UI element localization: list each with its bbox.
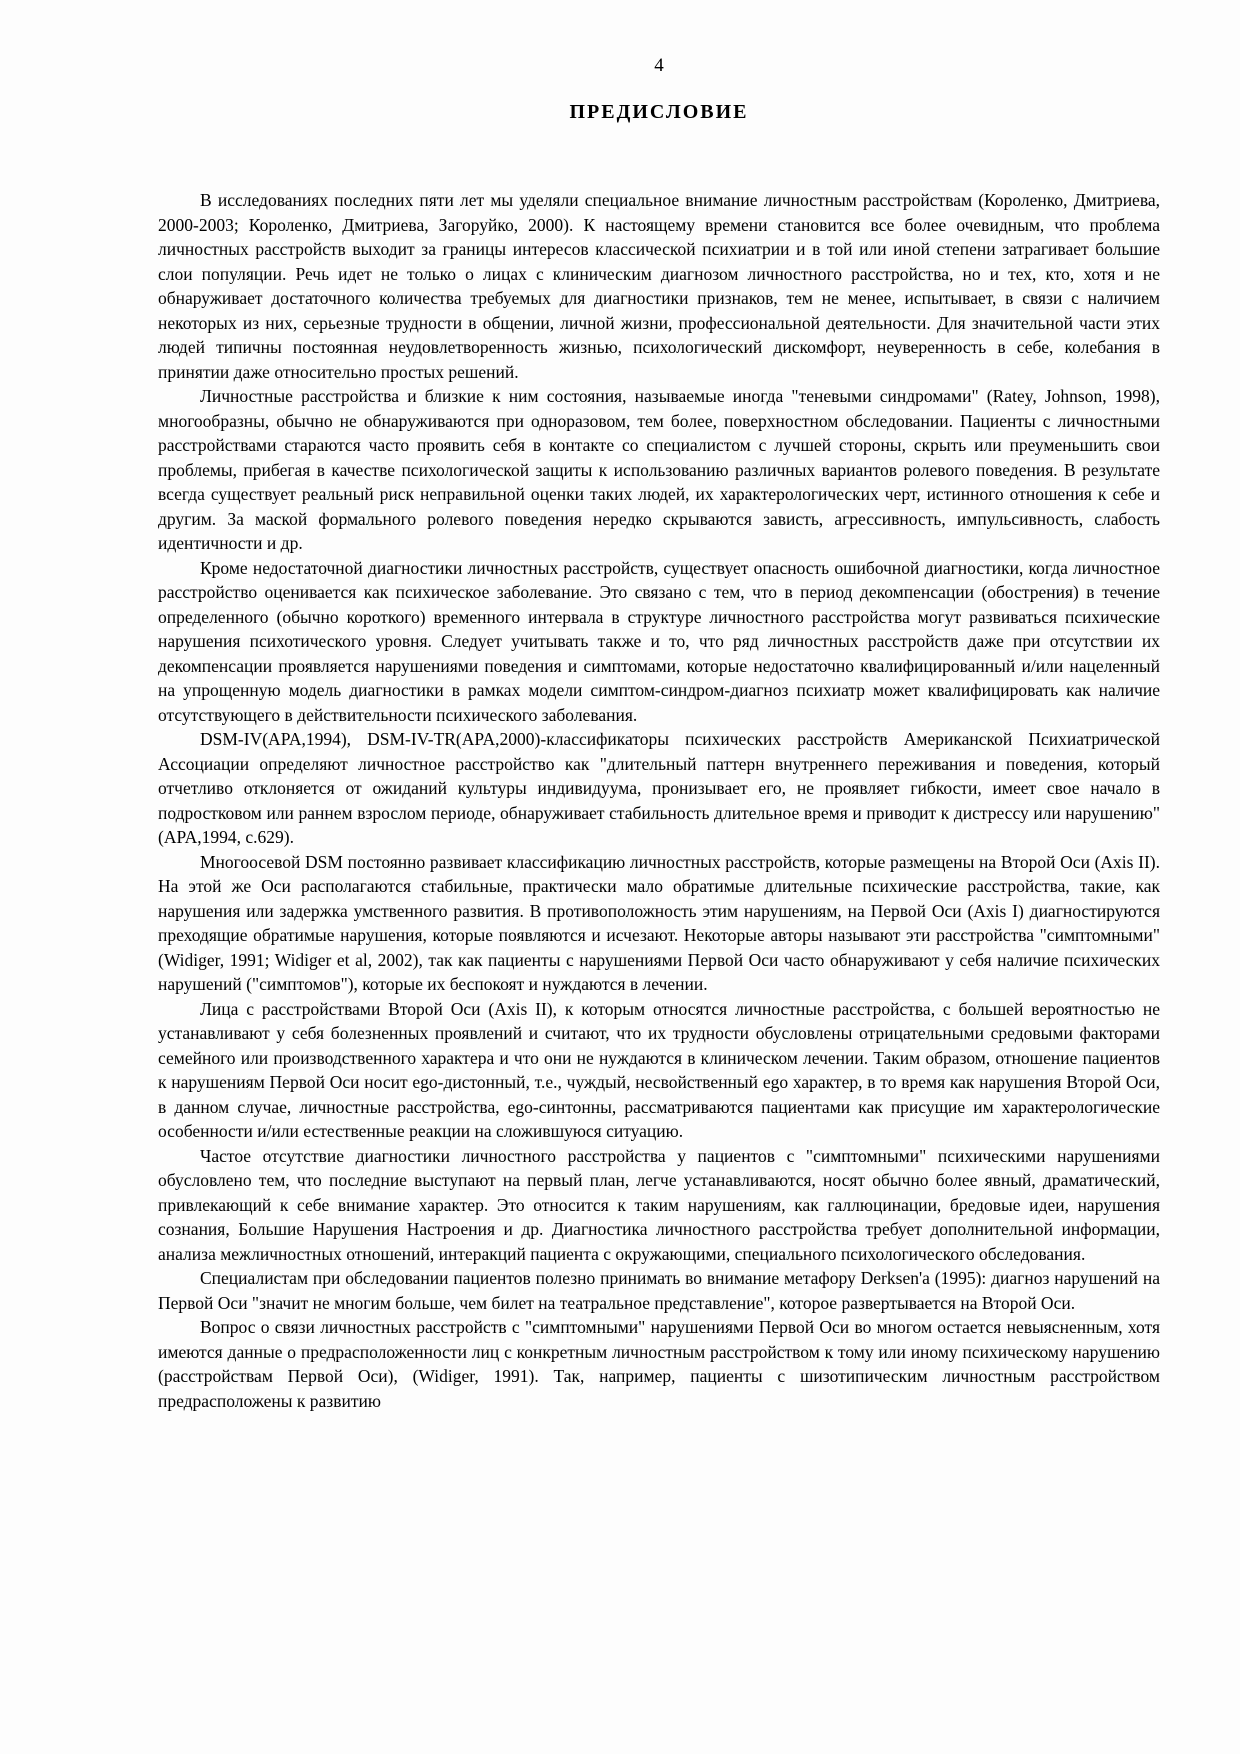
- paragraph: Личностные расстройства и близкие к ним состояния, называемые иногда "теневыми синдромами" (Ratey, Johnson, 1998), многообразны, обычно не обнаруживаются при одноразовом, тем более, поверхностном обследовании. Пациенты с личностными расстройствами стараются часто проявить себя в контакте со специалистом с лучшей стороны, скрыть или преуменьшить свои проблемы, прибегая в качестве психологической защиты к использованию различных вариантов ролевого поведения. В результате всегда существует реальный риск неправильной оценки таких людей, их характерологических черт, истинного отношения к себе и другим. За маской формального ролевого поведения нередко скрываются зависть, агрессивность, импульсивность, слабость идентичности и др.: [158, 386, 1160, 553]
- paragraph: Вопрос о связи личностных расстройств с "симптомными" нарушениями Первой Оси во многом остается невыясненным, хотя имеются данные о предрасположенности лиц с конкретным личностным расстройством к тому или иному психическому нарушению (расстройствам Первой Оси), (Widiger, 1991). Так, например, пациенты с шизотипическим личностным расстройством предрасположены к развитию: [158, 1317, 1160, 1411]
- paragraph: Лица с расстройствами Второй Оси (Axis II), к которым относятся личностные расстройства, с большей вероятностью не устанавливают у себя болезненных проявлений и считают, что их трудности обусловлены отрицательными средовыми факторами семейного или производственного характера и что они не нуждаются в клиническом лечении. Таким образом, отношение пациентов к нарушениям Первой Оси носит ego-дистонный, т.е., чуждый, несвойственный ego характер, в то время как нарушения Второй Оси, в данном случае, личностные расстройства, ego-синтонны, рассматриваются пациентами как присущие им характерологические особенности и/или естественные реакции на сложившуюся ситуацию.: [158, 998, 1160, 1141]
- paragraph: Кроме недостаточной диагностики личностных расстройств, существует опасность ошибочной диагностики, когда личностное расстройство оценивается как психическое заболевание. Это связано с тем, что в период декомпенсации (обострения) в течение определенного (обычно короткого) временного интервала в структуре личностного расстройства могут развиваться психические нарушения психотического уровня. Следует учитывать также и то, что ряд личностных расстройств даже при отсутствии их декомпенсации проявляется нарушениями поведения и симптомами, которые недостаточно квалифицированный и/или нацеленный на упрощенную модель диагностики в рамках модели симптом-синдром-диагноз психиатр может квалифицировать как наличие отсутствующего в действительности психического заболевания.: [158, 557, 1160, 725]
- paragraph: Специалистам при обследовании пациентов полезно принимать во внимание метафору Derksen'a (1995): диагноз нарушений на Первой Оси "значит не многим больше, чем билет на театральное представление", которое развертывается на Второй Оси.: [158, 1268, 1160, 1313]
- document-body: [158, 188, 1160, 1413]
- page-title: ПРЕДИСЛОВИЕ: [569, 101, 749, 123]
- page-number: 4: [654, 55, 664, 76]
- paragraph: В исследованиях последних пяти лет мы уделяли специальное внимание личностным расстройствам (Короленко, Дмитриева, 2000-2003; Короленко, Дмитриева, Загоруйко, 2000). К настоящему времени становится все более очевидным, что проблема личностных расстройств выходит за границы интересов классической психиатрии и в той или иной степени затрагивает большие слои популяции. Речь идет не только о лицах с клиническим диагнозом личностного расстройства, но и тех, кто, хотя и не обнаруживает достаточного количества требуемых для диагностики признаков, тем не менее, испытывает, в связи с наличием некоторых из них, серьезные трудности в общении, личной жизни, профессиональной деятельности. Для значительной части этих людей типичны постоянная неудовлетворенность жизнью, психологический дискомфорт, неуверенность в себе, колебания в принятии даже относительно простых решений.: [158, 190, 1160, 382]
- paragraph: Многоосевой DSM постоянно развивает классификацию личностных расстройств, которые размещены на Второй Оси (Axis II). На этой же Оси располагаются стабильные, практически мало обратимые длительные психические расстройства, такие, как нарушения или задержка умственного развития. В противоположность этим нарушениям, на Первой Оси (Axis I) диагностируются преходящие обратимые нарушения, которые появляются и исчезают. Некоторые авторы называют эти расстройства "симптомными" (Widiger, 1991; Widiger et al, 2002), так как пациенты с нарушениями Первой Оси часто обнаруживают у себя наличие психических нарушений ("симптомов"), которые их беспокоят и нуждаются в лечении.: [158, 851, 1160, 994]
- paragraph: DSM-IV(APA,1994), DSM-IV-TR(APA,2000)-классификаторы психических расстройств Американской Психиатрической Ассоциации определяют личностное расстройство как "длительный паттерн внутреннего переживания и поведения, который отчетливо отклоняется от ожиданий культуры индивидуума, пронизывает его, не проявляет гибкости, имеет свое начало в подростковом или раннем взрослом периоде, обнаруживает стабильность длительное время и приводит к дистрессу или нарушению" (APA,1994, с.629).: [158, 729, 1160, 847]
- paragraph: Частое отсутствие диагностики личностного расстройства у пациентов с "симптомными" психическими нарушениями обусловлено тем, что последние выступают на первый план, легче устанавливаются, носят обычно более явный, драматический, привлекающий к себе внимание характер. Это относится к таким нарушениям, как галлюцинации, бредовые идеи, нарушения сознания, Большие Нарушения Настроения и др. Диагностика личностного расстройства требует дополнительной информации, анализа межличностных отношений, интеракций пациента с окружающими, специального психологического обследования.: [158, 1145, 1160, 1264]
